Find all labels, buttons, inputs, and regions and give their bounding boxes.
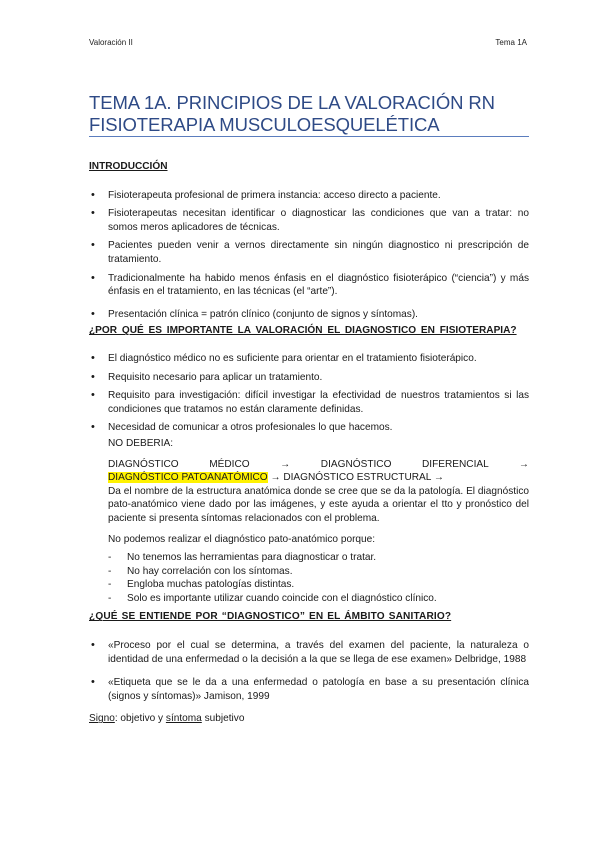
list-item: • Fisioterapeuta profesional de primera instancia: acceso directo a paciente. xyxy=(89,189,529,203)
title-underline xyxy=(89,136,529,137)
sintoma-text: subjetivo xyxy=(201,713,245,725)
list-item: - No tenemos las herramientas para diagnosticar o tratar. xyxy=(108,551,529,565)
section-heading-introduccion: INTRODUCCIÓN xyxy=(89,161,168,172)
document-body xyxy=(89,160,529,726)
list-item: • Tradicionalmente ha habido menos énfasis en el diagnóstico fisioterápico (“ciencia”) y más énfasis en el tratamiento, en las técnicas (el “arte”). xyxy=(89,272,529,299)
signo-text: : objetivo y xyxy=(114,713,166,725)
list-item: • Requisito necesario para aplicar un tratamiento. xyxy=(89,371,529,385)
list-item: - Solo es importante utilizar cuando coincide con el diagnóstico clínico. xyxy=(108,592,529,606)
cannot-perform-label: No podemos realizar el diagnóstico pato-anatómico porque: xyxy=(108,534,376,546)
signo-sintoma-line xyxy=(89,712,529,726)
document-title xyxy=(89,92,529,136)
list-item: • Requisito para investigación: difícil investigar la efectividad de nuestros tratamientos si las condiciones que tratamos no están claramente definidas. xyxy=(89,389,529,416)
diagnosis-chain-continuation: → DIAGNÓSTICO ESTRUCTURAL → xyxy=(267,472,444,484)
reasons-list xyxy=(108,551,529,605)
diagnosis-chain-line-2 xyxy=(108,471,529,485)
running-header-left: Valoración II xyxy=(89,38,133,47)
list-item: • «Etiqueta que se le da a una enfermedad o patología en base a su presentación clínica (signos y síntomas)» Jamison, 1999 xyxy=(89,676,529,703)
running-header-right: Tema 1A xyxy=(495,38,527,47)
what-list xyxy=(89,639,529,703)
title-line-2: FISIOTERAPIA MUSCULOESQUELÉTICA xyxy=(89,114,440,135)
chain-explanation: Da el nombre de la estructura anatómica donde se cree que se da la patología. El diagnóstico pato-anatómico viene dado por las imágenes, y este ayuda a orientar el tto y pronóstico del paciente si presenta síntomas relacionados con el problema. xyxy=(108,485,529,524)
list-item: - Engloba muchas patologías distintas. xyxy=(108,578,529,592)
title-line-1: TEMA 1A. PRINCIPIOS DE LA VALORACIÓN RN xyxy=(89,92,495,113)
list-item: • El diagnóstico médico no es suficiente para orientar en el tratamiento fisioterápico. xyxy=(89,352,529,366)
list-item: • Fisioterapeutas necesitan identificar o diagnosticar las condiciones que van a tratar: no somos meros aplicadores de técnicas. xyxy=(89,207,529,234)
signo-term: Signo xyxy=(89,713,115,725)
list-item: • «Proceso por el cual se determina, a través del examen del paciente, la naturaleza o identidad de una enfermedad o la decisión a la que se llega de ese examen» Delbridge, 1988 xyxy=(89,639,529,666)
why-list xyxy=(89,352,529,435)
list-item: - No hay correlación con los síntomas. xyxy=(108,565,529,579)
list-item: • Pacientes pueden venir a vernos directamente sin ningún diagnostico ni prescripción de tratamiento. xyxy=(89,239,529,266)
section-heading-que-se-entiende: ¿QUÉ SE ENTIENDE POR “DIAGNOSTICO” EN EL ÁMBITO SANITARIO? xyxy=(89,611,452,623)
no-deberia-label: NO DEBERIA: xyxy=(108,437,174,449)
no-deberia-block xyxy=(89,437,529,606)
intro-list xyxy=(89,189,529,322)
diagnosis-chain-line-1: DIAGNÓSTICO MÉDICO → DIAGNÓSTICO DIFERENCIAL → xyxy=(108,458,529,470)
section-heading-por-que: ¿POR QUÉ ES IMPORTANTE LA VALORACIÓN EL DIAGNOSTICO EN FISIOTERAPIA? xyxy=(89,325,517,337)
sintoma-term: síntoma xyxy=(165,713,202,725)
list-item: • Necesidad de comunicar a otros profesionales lo que hacemos. xyxy=(89,421,529,435)
list-item: • Presentación clínica = patrón clínico (conjunto de signos y síntomas). xyxy=(89,308,529,322)
highlighted-term: DIAGNÓSTICO PATOANATÓMICO xyxy=(108,472,268,484)
